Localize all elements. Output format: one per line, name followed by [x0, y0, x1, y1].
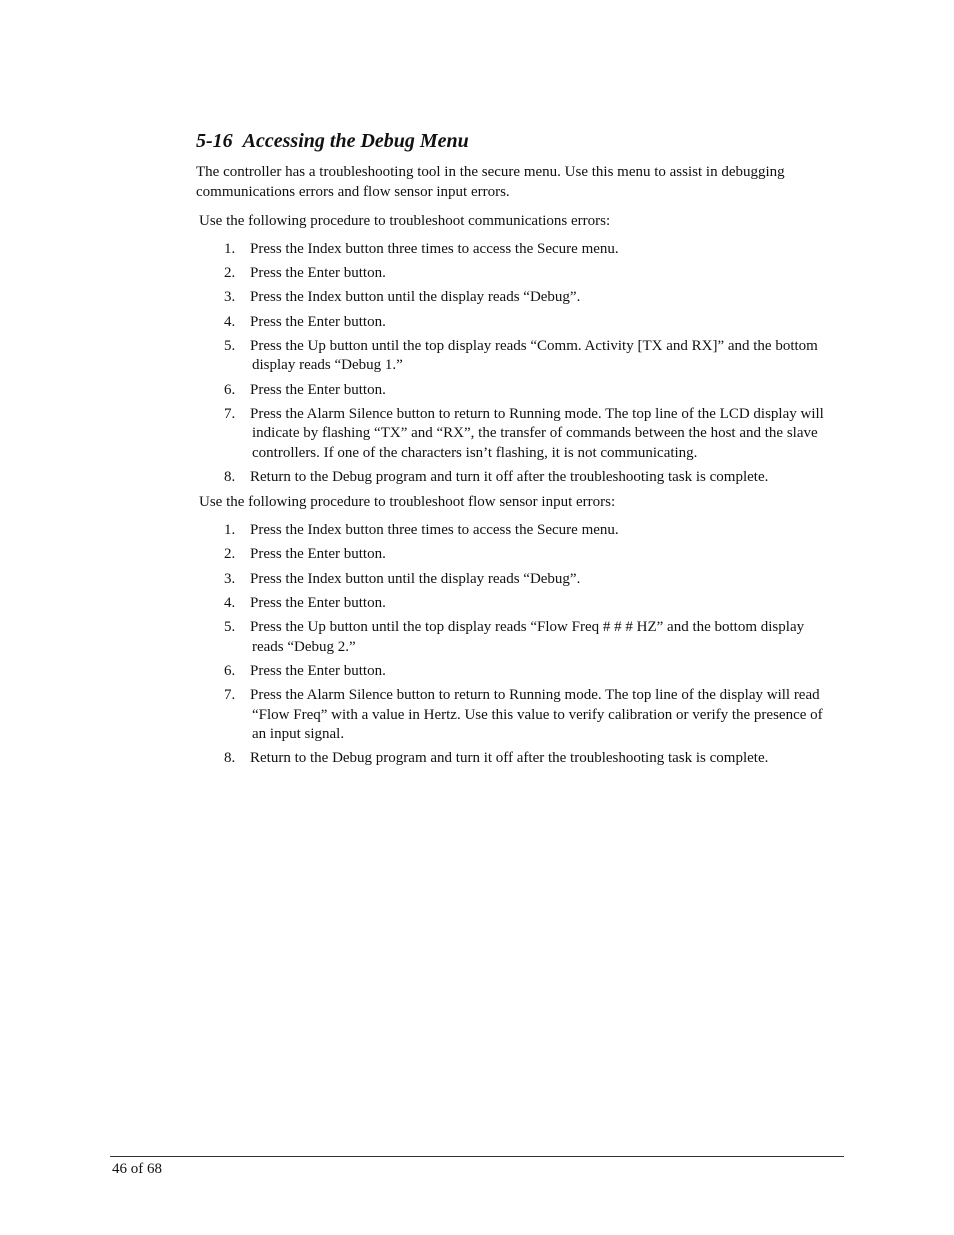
step-text: Press the Index button three times to access the Secure menu.	[250, 241, 619, 257]
step-number: 1.	[224, 522, 236, 539]
step-text: Press the Enter button.	[250, 594, 386, 611]
step-number: 3.	[224, 570, 236, 587]
procedure-step	[196, 594, 836, 614]
step-number: 8.	[224, 750, 236, 767]
section-title: Accessing the Debug Menu	[242, 130, 469, 152]
step-number: 2.	[224, 546, 236, 563]
step-number: 2.	[224, 265, 236, 282]
step-text: Press the Up button until the top display reads “Comm. Activity [TX and RX]” and the bottom display reads “Debug 1.”	[250, 337, 818, 374]
procedure-step	[196, 240, 836, 260]
step-number: 1.	[224, 241, 236, 257]
step-text: Press the Alarm Silence button to return to Running mode. The top line of the display will read “Flow Freq” with a value in Hertz. Use this value to verify calibration or verify the presence of an input signal.	[250, 687, 823, 743]
step-text: Press the Up button until the top display reads “Flow Freq # # # HZ” and the bottom display reads “Debug 2.”	[250, 619, 805, 655]
page-content	[196, 128, 836, 774]
procedure-step	[196, 313, 836, 333]
step-text: Press the Index button until the display reads “Debug”.	[250, 289, 581, 306]
procedure-step	[196, 381, 836, 401]
step-text: Press the Enter button.	[250, 265, 386, 282]
procedure-steps-communications	[196, 240, 836, 488]
step-text: Press the Alarm Silence button to return to Running mode. The top line of the LCD display will indicate by flashing “TX” and “RX”, the transfer of commands between the host and the slave controllers. If one of the characters isn’t flashing, it is not communicating.	[250, 405, 824, 461]
step-number: 6.	[224, 381, 236, 398]
step-text: Press the Enter button.	[250, 662, 386, 679]
step-number: 6.	[224, 662, 236, 679]
step-text: Press the Enter button.	[250, 381, 386, 398]
procedure-step	[196, 288, 836, 308]
step-text: Press the Index button until the display reads “Debug”.	[250, 570, 581, 587]
step-number: 4.	[224, 594, 236, 611]
step-text: Press the Enter button.	[250, 546, 386, 563]
footer-divider	[110, 1156, 844, 1157]
step-number: 7.	[224, 405, 236, 422]
procedure-step	[196, 521, 836, 541]
step-text: Press the Index button three times to access the Secure menu.	[250, 522, 619, 539]
section-heading	[196, 128, 836, 154]
procedure-steps-flow-sensor	[196, 521, 836, 769]
step-number: 3.	[224, 289, 236, 306]
procedure-lead-communications: Use the following procedure to troubleshoot communications errors:	[199, 213, 611, 229]
procedure-step	[196, 468, 836, 488]
step-number: 5.	[224, 619, 236, 636]
procedure-step	[196, 570, 836, 590]
intro-paragraph: The controller has a troubleshooting tool in the secure menu. Use this menu to assist in debugging communications errors and flow sensor input errors.	[196, 164, 785, 200]
procedure-step	[196, 686, 836, 745]
procedure-step	[196, 618, 836, 657]
procedure-lead-flow-sensor: Use the following procedure to troubleshoot flow sensor input errors:	[199, 494, 616, 511]
step-text: Return to the Debug program and turn it off after the troubleshooting task is complete.	[250, 469, 769, 486]
procedure-step	[196, 337, 836, 376]
step-text: Press the Enter button.	[250, 313, 386, 330]
procedure-step	[196, 749, 836, 769]
procedure-step	[196, 545, 836, 565]
section-number: 5-16	[196, 130, 233, 152]
step-number: 7.	[224, 687, 236, 703]
procedure-step	[196, 264, 836, 284]
page-number: 46 of 68	[112, 1161, 162, 1177]
procedure-step	[196, 662, 836, 682]
procedure-step	[196, 405, 836, 464]
step-number: 5.	[224, 337, 236, 354]
step-text: Return to the Debug program and turn it off after the troubleshooting task is complete.	[250, 750, 769, 767]
step-number: 8.	[224, 469, 236, 486]
step-number: 4.	[224, 313, 236, 330]
